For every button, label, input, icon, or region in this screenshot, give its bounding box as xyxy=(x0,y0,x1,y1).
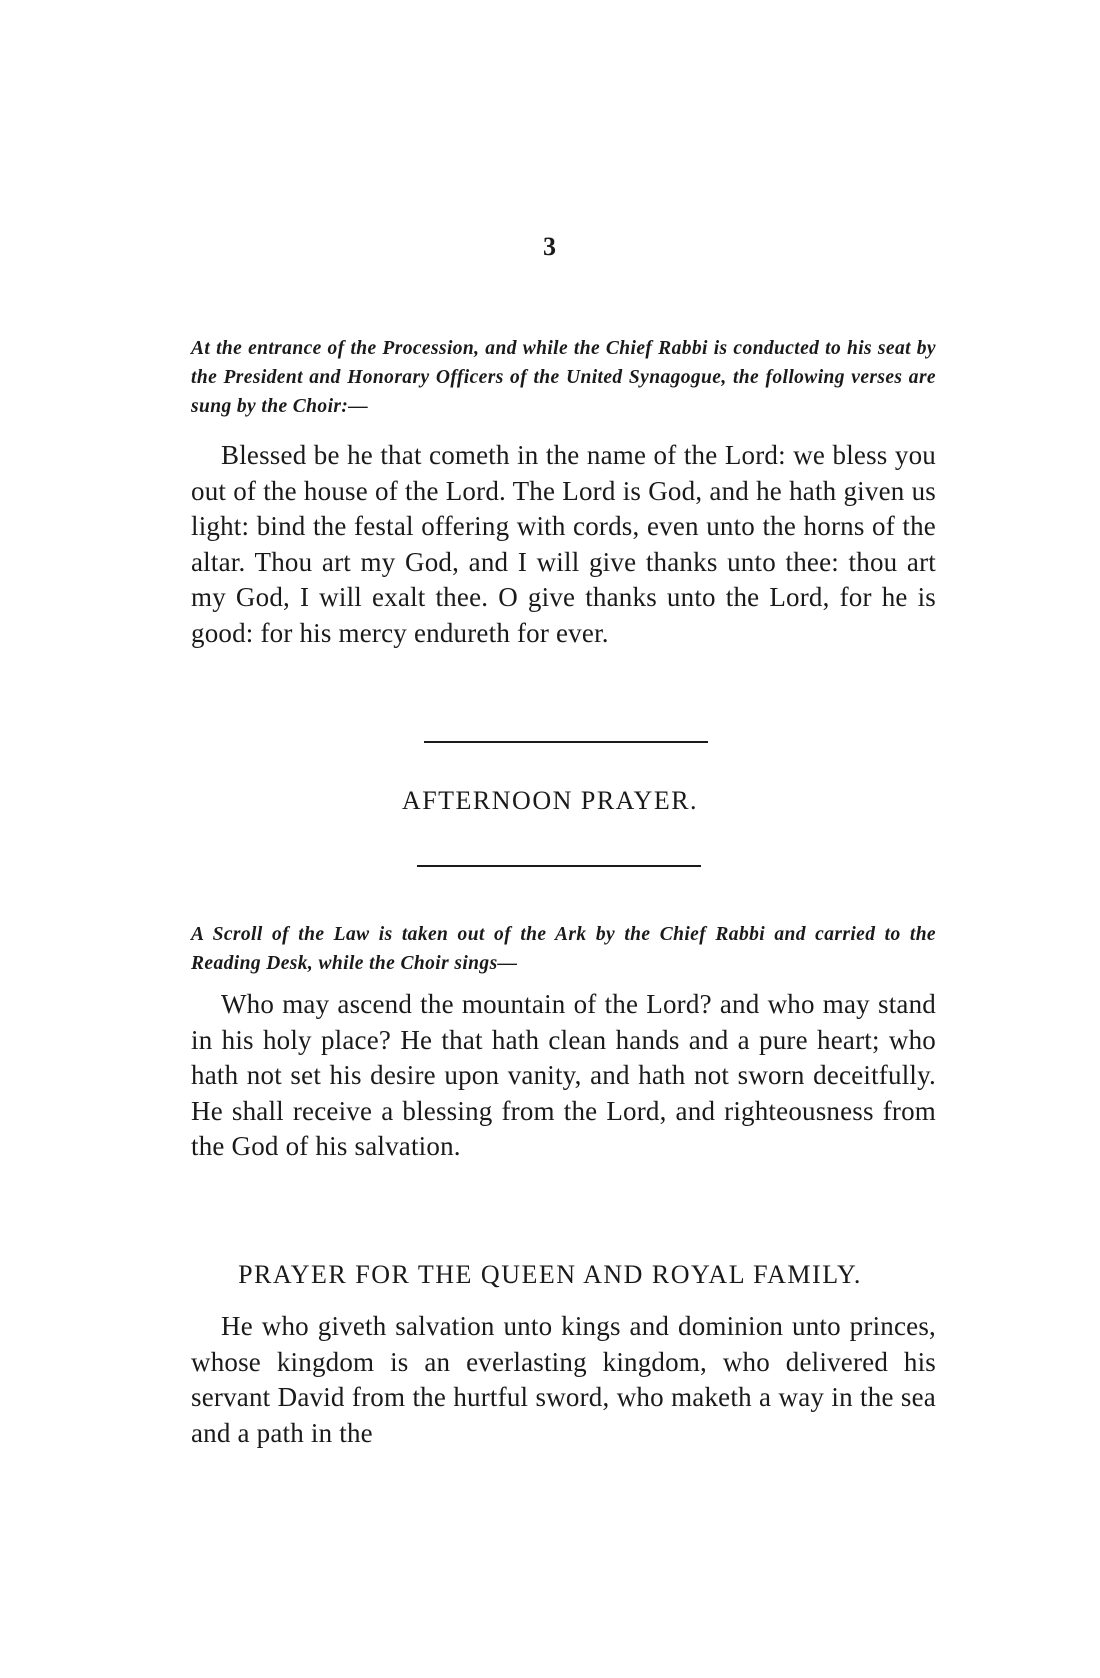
queen-prayer-text: He who giveth salvation unto kings and dominion unto princes, whose kingdom is an everlasting kingdom, who delivered his servant David from the hurtful sword, who maketh a way in the sea and a path in the xyxy=(191,1311,936,1448)
afternoon-prayer-heading: AFTERNOON PRAYER. xyxy=(401,786,699,815)
afternoon-prayer-rubric: A Scroll of the Law is taken out of the Ark by the Chief Rabbi and carried to the Reading Desk, while the Choir sings— xyxy=(191,924,936,974)
procession-rubric: At the entrance of the Procession, and while the Chief Rabbi is conducted to his seat by the President and Honorary Officers of the United Synagogue, the following verses are sung by the Choir:— xyxy=(191,338,936,417)
queen-prayer-heading: PRAYER FOR THE QUEEN AND ROYAL FAMILY. xyxy=(238,1260,862,1289)
section-divider-bottom xyxy=(417,865,701,867)
procession-verses: Blessed be he that cometh in the name of the Lord: we bless you out of the house of the Lord. The Lord is God, and he hath given us light: bind the festal offering with cords, even unto the horns of the altar. Thou art my God, and I will give thanks unto thee: thou art my God, I will exalt thee. O give thanks unto the Lord, for he is good: for his mercy endureth for ever. xyxy=(191,440,936,648)
afternoon-prayer-verses: Who may ascend the mountain of the Lord? and who may stand in his holy place? He that hath clean hands and a pure heart; who hath not set his desire upon vanity, and hath not sworn deceitfully. He shall receive a blessing from the Lord, and righteousness from the God of his salvation. xyxy=(191,989,936,1161)
section-divider-top xyxy=(424,741,708,743)
page-number: 3 xyxy=(543,232,557,261)
